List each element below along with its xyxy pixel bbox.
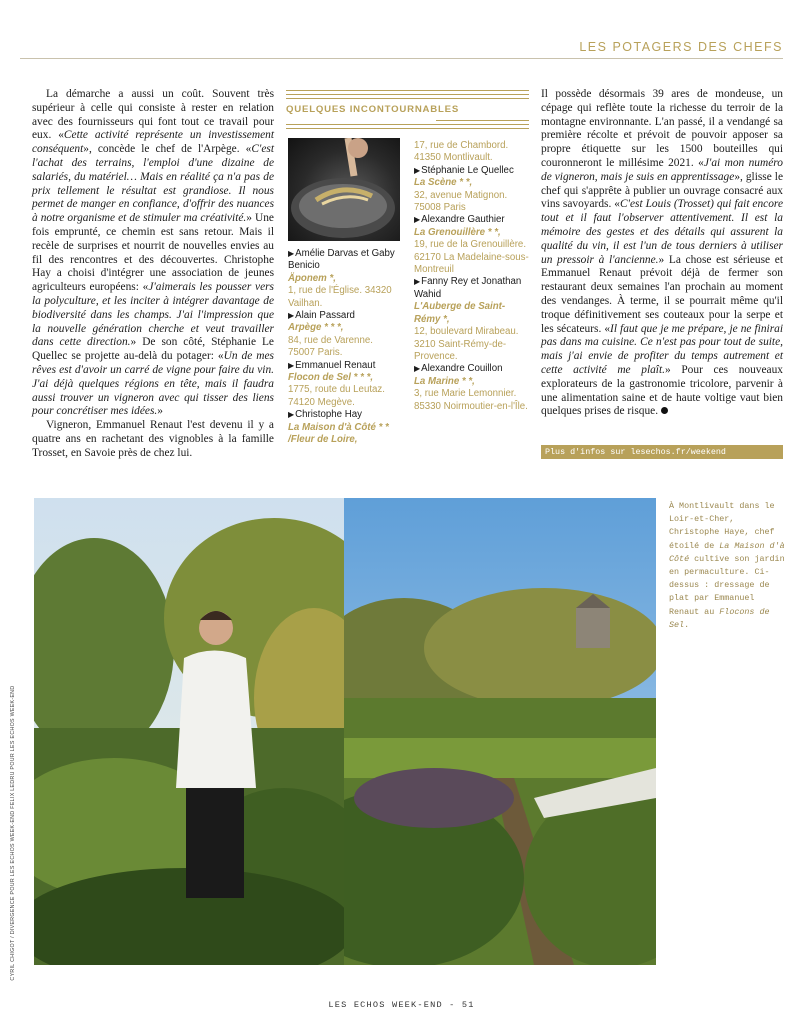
section-title: LES POTAGERS DES CHEFS	[579, 40, 783, 54]
sidebar-rule	[286, 94, 529, 95]
article-column-1	[32, 88, 274, 461]
sidebar-rule	[286, 128, 529, 129]
page-folio: LES ECHOS WEEK-END - 51	[328, 1000, 475, 1010]
list-item: ▶Fanny Rey et Jonathan Wahid L'Auberge de Saint-Rémy *, 12, boulevard Mirabeau. 3210 Saint-Rémy-de-Provence.	[414, 276, 522, 362]
article-column-3	[541, 88, 783, 419]
paragraph: Il possède désormais 39 ares de mondeuse, un cépage qui reflète toute la richesse du terroir de la montagne environnante. L'an passé, il a vendangé sa première récolte et prévoit de pouvoir apposer sa propre étiquette sur les 1500 bouteilles qui couronneront le millésime 2021. «J'ai mon numéro de vigneron, mais je suis en apprentissage», glisse le chef qui s'apprête à publier un ouvrage consacré aux vins savoyards. «C'est Louis (Trosset) qui fait encore tout et il faut l'observer attentivement. Il est la mémoire des gestes et des détails qui assurent la qualité du vin, il est l'un de tous derniers à utiliser un pressoir à l'ancienne.» La chose est sérieuse et Emmanuel Renaut prévoit déjà de fermer son restaurant deux semaines l'an prochain au moment des vendanges. À terme, il se pourrait même qu'il troque définitivement ses couteaux pour la serpe et les sécateurs. «Il faut que je me prépare, je ne finirai pas dans ma cuisine. Ce n'est pas pour tout de suite, mais j'ai envie de profiter du temps autrement et cette activité me plaît.» Pour ces nouveaux explorateurs de la gastronomie tricolore, parvenir à une alimentation saine et de haute voltige vaut bien quelques prises de risque.	[541, 88, 783, 418]
list-item: ▶Alexandre Couillon La Marine * *, 3, rue Marie Lemonnier. 85330 Noirmoutier-en-l'Île.	[414, 363, 528, 412]
sidebar-rule	[286, 98, 529, 99]
header-rule	[20, 58, 783, 59]
list-item: ▶Alexandre Gauthier La Grenouillère * *, 19, rue de la Grenouillère. 62170 La Madelaine-sous-Montreuil	[414, 214, 529, 276]
restaurant-list-right	[414, 140, 530, 413]
chef-garden-photo	[34, 498, 344, 965]
more-info-link[interactable]: Plus d'infos sur lesechos.fr/weekend	[541, 445, 783, 459]
sidebar-rule	[286, 124, 529, 125]
dish-photo	[288, 138, 400, 241]
photo-caption: À Montlivault dans le Loir-et-Cher, Christophe Haye, chef étoilé de La Maison d'à Côté cultive son jardin en permaculture. Ci-dessus : dressage de plat par Emmanuel Renaut au Flocons de Sel.	[669, 501, 785, 630]
vegetable-garden-image	[344, 498, 656, 965]
list-item: ▶Emmanuel Renaut Flocon de Sel * * *, 1775, route du Leutaz. 74120 Megève.	[288, 359, 385, 408]
list-item: ▶Amélie Darvas et Gaby Benicio Äponem *, 1, rue de l'Église. 34320 Vailhan.	[288, 248, 395, 309]
chef-garden-image	[34, 498, 344, 965]
sidebar-rule	[436, 120, 529, 121]
list-item: 17, rue de Chambord. 41350 Montlivault.	[414, 140, 509, 164]
list-item: ▶Stéphanie Le Quellec La Scène * *, 32, avenue Matignon. 75008 Paris	[414, 164, 514, 214]
vegetable-garden-photo	[344, 498, 656, 965]
paragraph: Vigneron, Emmanuel Renaut l'est devenu il y a quatre ans en rachetant des vignobles à la famille Trosset, en Savoie près de chez lui.	[32, 419, 274, 459]
sidebar-box	[286, 88, 529, 460]
paragraph: La démarche a aussi un coût. Souvent très supérieur à celle qui consiste à rester en relation avec des fournisseurs qui font tout ce travail pour eux. «Cette activité représente un investissement conséquent», concède le chef de l'Arpège. «C'est l'achat des terrains, l'emploi d'une dizaine de salariés, du matériel… Mais en réalité ça n'a pas de prix tellement le résultat est grandiose. Il nous permet de manger en confiance, d'offrir des nuances à notre organisme et de stimuler ma créativité.» Une fois emprunté, ce chemin est sans retour. Mais il recèle de surprises et nourrit de nouvelles envies au fil des rencontres et des découvertes. Christophe Hay a choisi d'intégrer une association de jeunes agriculteurs européens: «J'aimerais les pousser vers la polyculture, et les inciter à intégrer davantage de biodiversité dans les champs. J'ai l'impression que la nouvelle génération cherche et veut travailler dans cette direction.» De son côté, Stéphanie Le Quellec se projette au-delà du potager: «Un de mes rêves est d'avoir un carré de vigne pour faire du vin. J'ai déjà quelques régions en tête, mais il faudra aussi trouver un vigneron avec qui tisser des liens pour concrétiser mes idées.»	[32, 88, 275, 418]
sidebar-title: QUELQUES INCONTOURNABLES	[286, 104, 460, 115]
end-mark-icon	[661, 407, 668, 414]
restaurant-list-left	[288, 248, 400, 447]
sidebar-rule	[286, 90, 529, 91]
list-item: ▶Christophe Hay La Maison d'à Côté * * /Fleur de Loire,	[288, 409, 389, 446]
dish-photo-image	[288, 138, 400, 241]
list-item: ▶Alain Passard Arpège * * *, 84, rue de Varenne. 75007 Paris.	[288, 310, 373, 359]
photo-credit: CYRIL CHIGOT / DIVERGENCE POUR LES ECHOS WEEK-END FELIX LEDRU POUR LES ECHOS WEEK-END	[10, 685, 16, 981]
